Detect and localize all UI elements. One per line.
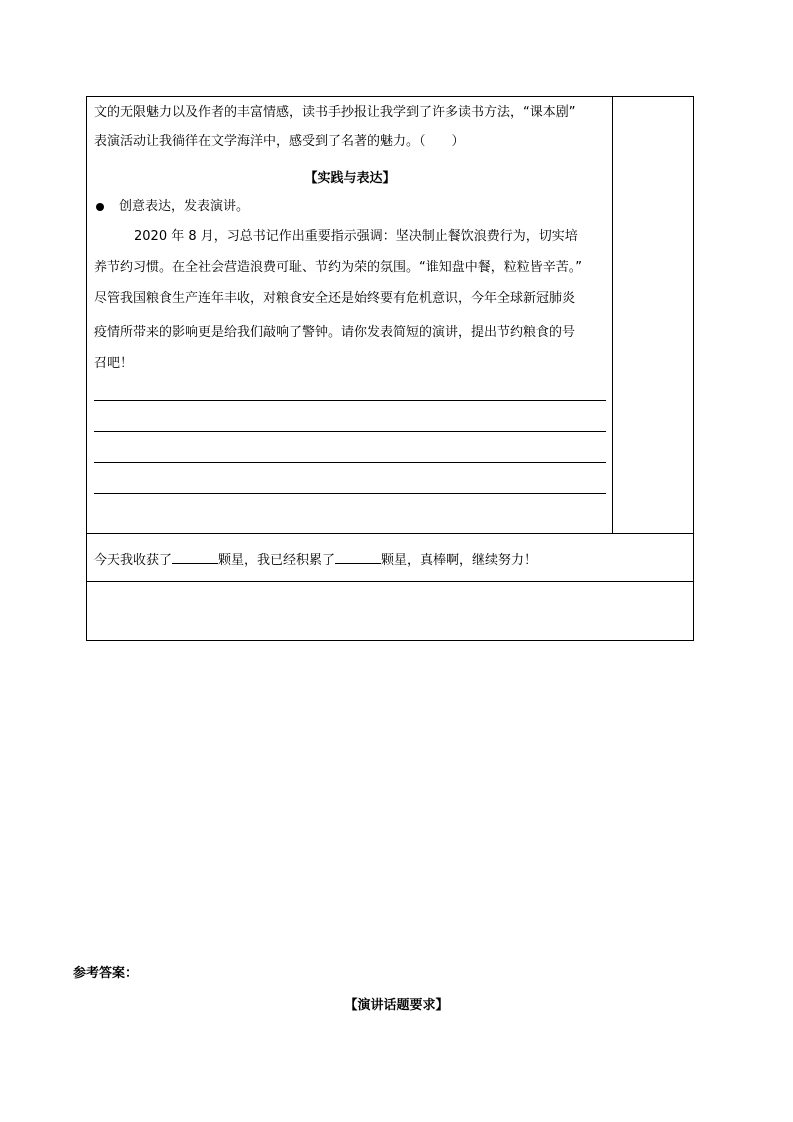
star-text-2: 颗星，我已经积累了 xyxy=(218,553,336,568)
stars-total-blank[interactable] xyxy=(335,551,381,564)
bullet-icon xyxy=(96,203,104,211)
text-line: 文的无限魅力以及作者的丰富情感，读书手抄报让我学到了许多读书方法，“课本剧” xyxy=(94,105,576,120)
stars-earned-blank[interactable] xyxy=(172,551,218,564)
reference-title: 【演讲话题要求】 xyxy=(344,998,449,1013)
star-text-1: 今天我收获了 xyxy=(94,553,173,568)
answer-line[interactable] xyxy=(94,493,606,494)
section-title: 【实践与表达】 xyxy=(304,171,396,186)
text-line: 表演活动让我徜徉在文学海洋中，感受到了名著的魅力。（ ） xyxy=(94,134,465,149)
paragraph-line: 疫情所带来的影响更是给我们敲响了警钟。请你发表简短的演讲，提出节约粮食的号 xyxy=(94,325,576,340)
answer-line[interactable] xyxy=(94,400,606,401)
row-divider xyxy=(87,581,693,582)
column-divider xyxy=(612,97,613,534)
task-instruction: 创意表达，发表演讲。 xyxy=(119,199,250,214)
answer-line[interactable] xyxy=(94,431,606,432)
star-text-3: 颗星，真棒啊，继续努力！ xyxy=(381,553,538,568)
paragraph-line: 2020 年 8 月，习总书记作出重要指示强调：坚决制止餐饮浪费行为，切实培 xyxy=(134,229,578,244)
paragraph-line: 尽管我国粮食生产连年丰收，对粮食安全还是始终要有危机意识，今年全球新冠肺炎 xyxy=(94,291,576,306)
row-divider xyxy=(87,533,693,534)
reference-label: 参考答案： xyxy=(73,966,139,981)
paragraph-line: 召吧！ xyxy=(94,356,134,371)
star-summary xyxy=(94,549,537,568)
worksheet-table xyxy=(86,96,694,641)
answer-line[interactable] xyxy=(94,462,606,463)
paragraph-line: 养节约习惯。在全社会营造浪费可耻、节约为荣的氛围。“谁知盘中餐，粒粒皆辛苦。” xyxy=(94,260,582,275)
